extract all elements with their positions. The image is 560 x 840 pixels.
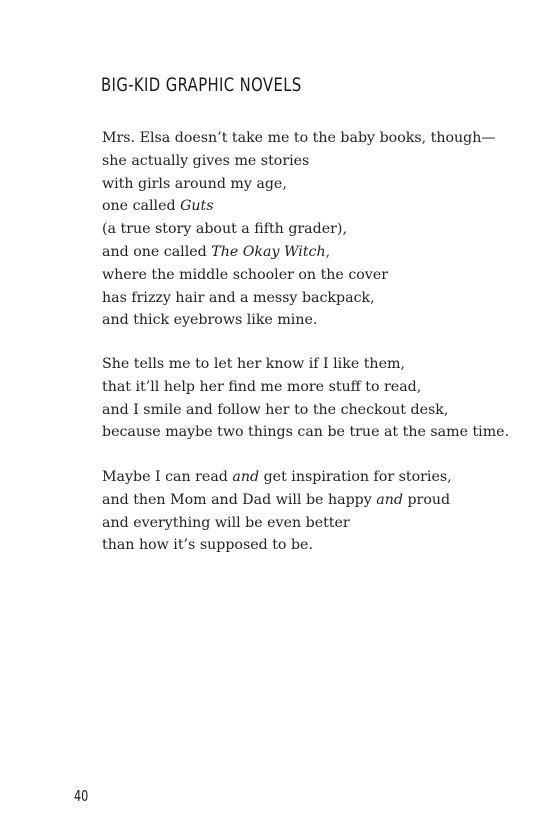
line-text: has frizzy hair and a messy backpack, [102,289,375,306]
stanza-3 [102,466,452,557]
italic-text: The Okay Witch [211,243,326,260]
line-text: She tells me to let her know if I like them, [102,356,405,372]
line-text: and then Mom and Dad will be happy [102,491,377,508]
line-text: and everything will be even better [102,514,350,531]
stanza-1 [102,127,496,332]
poem-line [102,534,452,557]
line-text: proud [402,491,451,508]
line-text: she actually gives me stories [102,152,310,169]
line-text: where the middle schooler on the cover [102,266,388,283]
poem-line [102,489,452,512]
poem-line [102,195,496,218]
poem-line [102,218,496,241]
italic-text: and [232,469,260,485]
poem-line [102,150,496,173]
line-text: Maybe I can read [102,469,233,485]
line-text: , [325,243,331,260]
poem-line [102,127,496,150]
line-text: (a true story about a fifth grader), [102,221,347,238]
chapter-title: BIG-KID GRAPHIC NOVELS [101,74,302,96]
line-text: than how it’s supposed to be. [102,537,313,554]
poem-line [102,264,496,287]
poem-line [102,512,452,535]
line-text: and I smile and follow her to the checkout desk, [102,401,449,418]
poem-line [102,309,496,332]
poem-line [102,287,496,310]
line-text: get inspiration for stories, [259,469,452,485]
line-text: and thick eyebrows like mine. [102,312,318,329]
poem-line [102,376,509,399]
poem-line [102,241,496,264]
line-text: one called [102,198,181,215]
line-text: that it’ll help her find me more stuff to read, [102,378,422,395]
poem-line [102,399,509,422]
poem-line [102,353,509,376]
poem-line [102,466,452,489]
poem-line [102,173,496,196]
italic-text: Guts [180,198,214,215]
line-text: with girls around my age, [102,175,287,192]
line-text: Mrs. Elsa doesn’t take me to the baby books, though— [102,130,496,146]
stanza-2 [102,353,509,444]
poem-line [102,421,509,444]
page-number: 40 [74,787,89,805]
line-text: because maybe two things can be true at the same time. [102,424,510,441]
line-text: and one called [102,243,212,260]
italic-text: and [376,491,403,508]
